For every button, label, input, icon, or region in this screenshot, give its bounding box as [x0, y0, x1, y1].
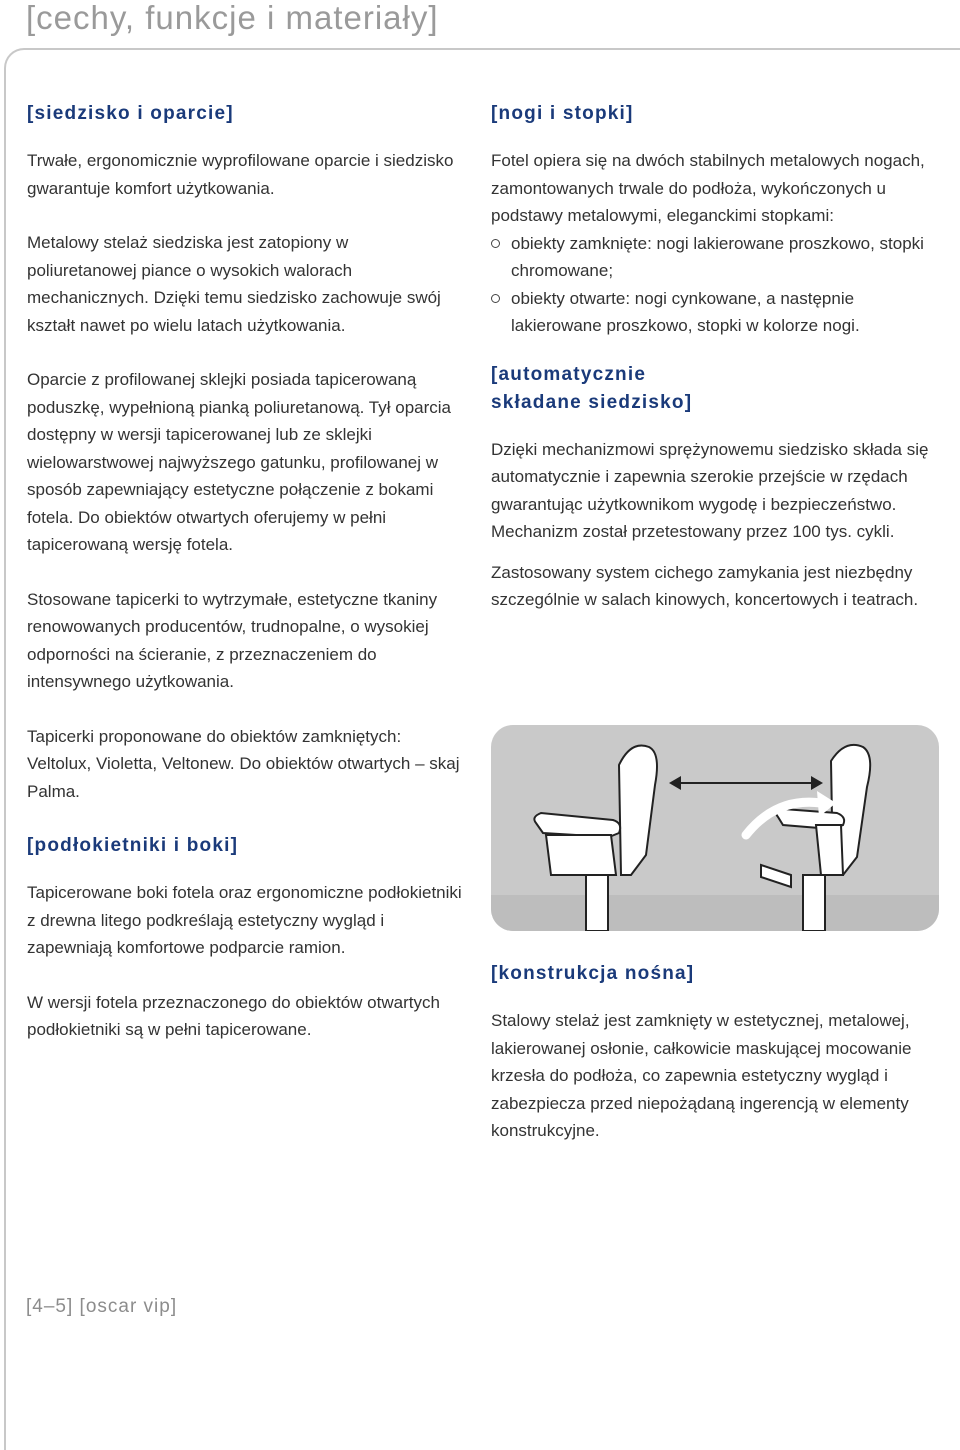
armrest-paragraph-2: W wersji fotela przeznaczonego do obiektów otwartych podłokietniki są w pełni tapicerowane. [27, 992, 440, 1039]
bullet-circle-icon [491, 294, 500, 303]
seat-paragraph-2: Metalowy stelaż siedziska jest zatopiony w poliuretanowej piance o wysokich walorach mechanicznych. Dzięki temu siedzisko zachowuje swój kształt nawet po wielu latach użytkowania. [27, 233, 441, 335]
page-title: [cechy, funkcje i materiały] [26, 0, 439, 36]
seat-comparison-illustration [491, 725, 939, 931]
seat-paragraph-5: Tapicerki proponowane do obiektów zamkniętych: Veltolux, Violetta, Veltonew. Do obiektów otwartych – skaj Palma. [27, 726, 460, 801]
legs-paragraph: Fotel opiera się na dwóch stabilnych metalowych nogach, zamontowanych trwale do podłoża, wykończonych u podstawy metalowymi, eleganckimi stopkami: [491, 151, 925, 225]
seat-paragraph-4: Stosowane tapicerki to wytrzymałe, estetyczne tkaniny renowowanych producentów, trudnopalne, o wysokiej odporności na ścieranie, z przeznaczeniem do intensywnego użytkowania. [27, 589, 438, 691]
right-column [491, 100, 936, 614]
bullet-circle-icon [491, 239, 500, 248]
construction-section [491, 960, 936, 1145]
left-column [27, 100, 462, 1044]
list-item: obiekty otwarte: nogi cynkowane, a następnie lakierowane proszkowo, stopki w kolorze nogi. [491, 285, 936, 340]
armrest-heading: [podłokietniki i boki] [27, 835, 239, 856]
legs-bullet-list [491, 230, 936, 340]
seat-paragraph-3: Oparcie z profilowanej sklejki posiada tapicerowaną poduszkę, wypełnioną pianką poliuretanową. Tył oparcia dostępny w wersji tapicerowanej lub ze sklejki wielowarstwowej najwyższego gatunku, profilowanej w sposób zapewniający estetyczne połączenie z bokami fotela. Do obiektów otwartych oferujemy w pełni tapicerowaną wersję fotela. [27, 370, 452, 554]
seat-heading: [siedzisko i oparcie] [27, 103, 234, 124]
seat-paragraph-1: Trwałe, ergonomicznie wyprofilowane oparcie i siedzisko gwarantuje komfort użytkowania. [27, 151, 454, 198]
auto-seat-heading: [automatycznie składane siedzisko] [491, 363, 693, 413]
auto-seat-paragraph-2: Zastosowany system cichego zamykania jest niezbędny szczególnie w salach kinowych, koncertowych i teatrach. [491, 562, 919, 609]
auto-seat-paragraph-1: Dzięki mechanizmowi sprężynowemu siedzisko składa się automatycznie i zapewnia szerokie przejście w rzędach gwarantując użytkownikom wygodę i bezpieczeństwo. Mechanizm został przetestowany przez 100 tys. cykli. [491, 439, 929, 541]
armrest-paragraph-1: Tapicerowane boki fotela oraz ergonomiczne podłokietniki z drewna litego podkreślają estetyczny wygląd i zapewniają komfortowe podparcie ramion. [27, 883, 462, 957]
list-item: obiekty zamknięte: nogi lakierowane proszkowo, stopki chromowane; [491, 230, 936, 285]
construction-heading: [konstrukcja nośna] [491, 963, 695, 984]
construction-paragraph: Stalowy stelaż jest zamknięty w estetycznej, metalowej, lakierowanej osłonie, całkowicie maskującej mocowanie krzesła do podłoża, co zapewnia estetyczny wygląd i zabezpiecza przed niepożądaną ingerencją w elementy konstrukcyjne. [491, 1011, 912, 1140]
page-footer: [4–5] [oscar vip] [26, 1296, 178, 1317]
legs-heading: [nogi i stopki] [491, 103, 634, 124]
